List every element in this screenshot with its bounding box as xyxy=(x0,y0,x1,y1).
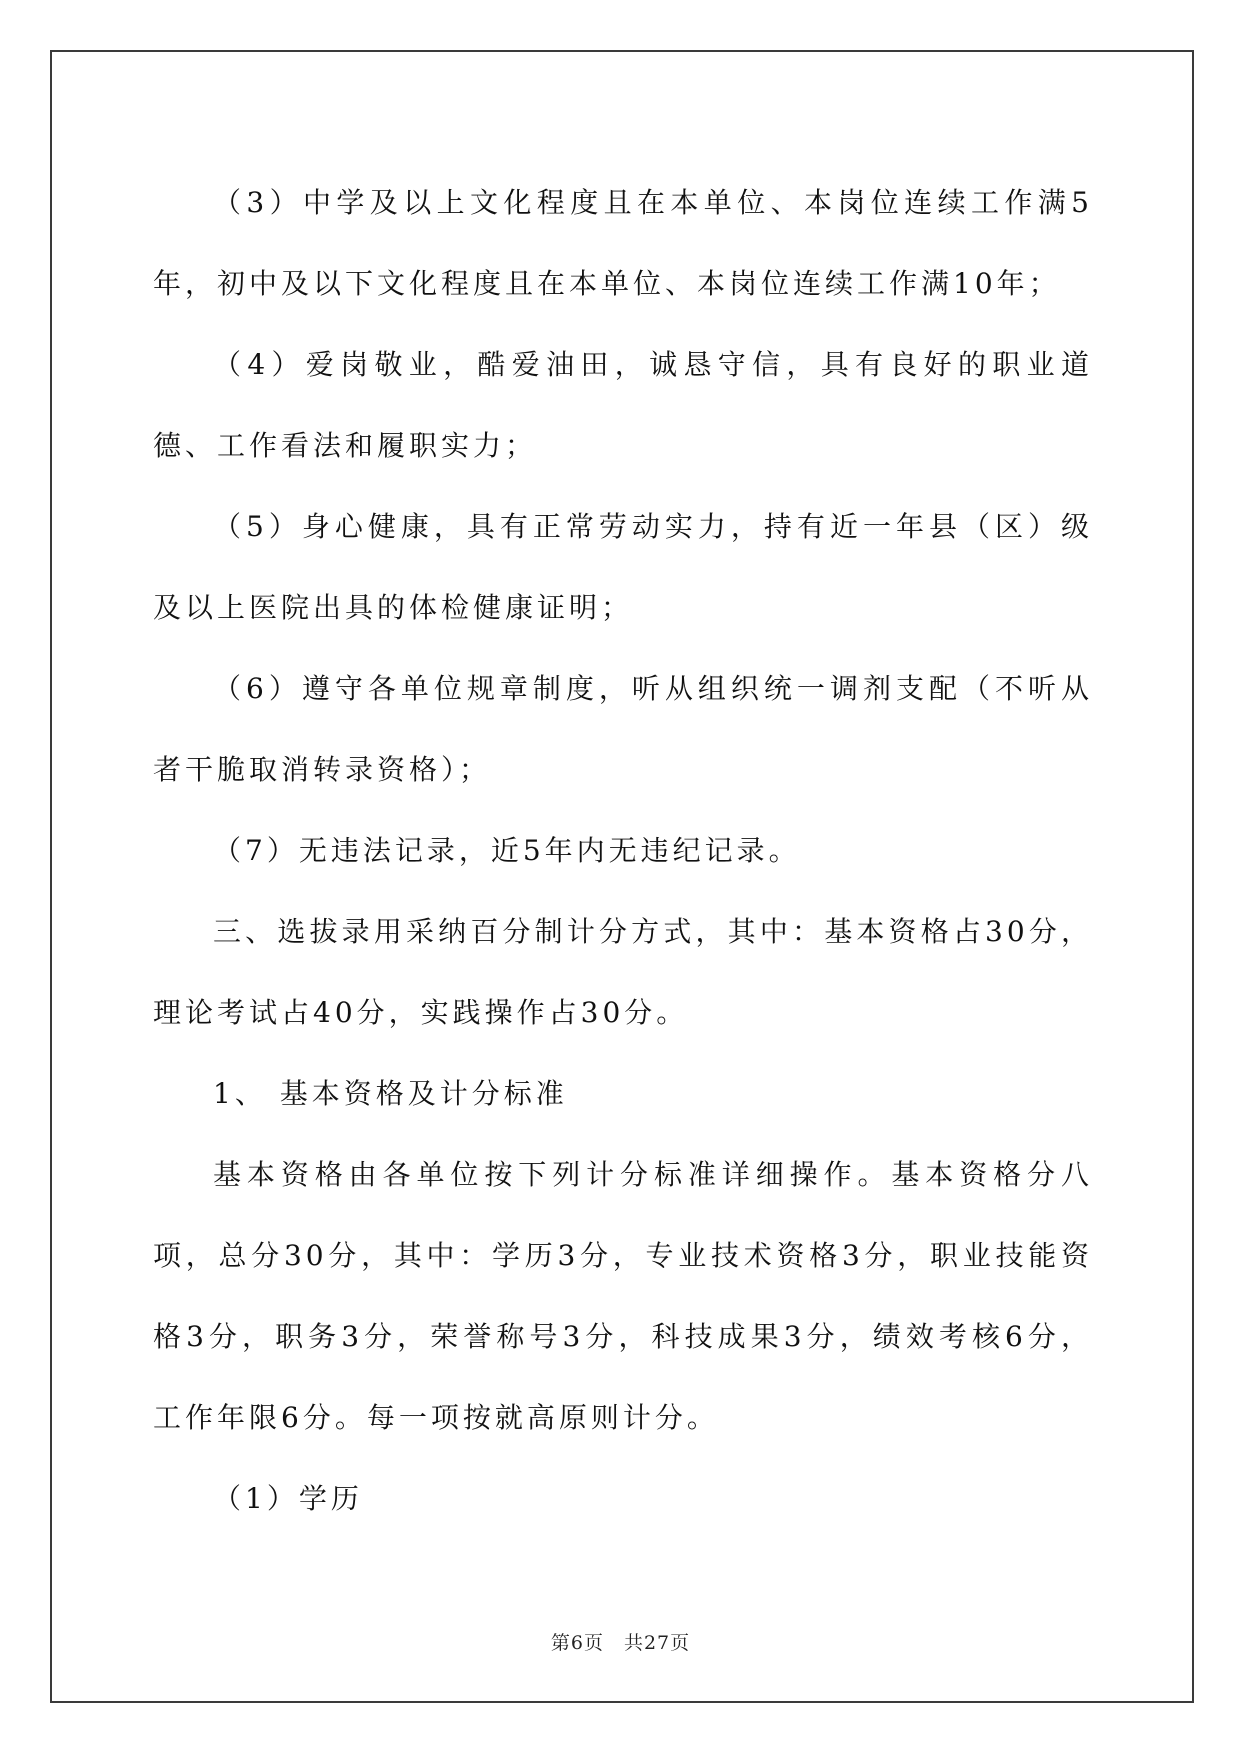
paragraph-item-3: （3）中学及以上文化程度且在本单位、本岗位连续工作满5年，初中及以下文化程度且在本单位、本岗位连续工作满10年； xyxy=(153,186,1093,300)
page-number-footer: 第6页 共27页 xyxy=(550,1632,691,1654)
paragraph-item-5: （5）身心健康，具有正常劳动实力，持有近一年县（区）级及以上医院出具的体检健康证明； xyxy=(153,510,1093,624)
paragraph-item-6: （6）遵守各单位规章制度，听从组织统一调剂支配（不听从者干脆取消转录资格）； xyxy=(153,672,1093,786)
section-three-scoring: 三、选拔录用采纳百分制计分方式，其中：基本资格占30分，理论考试占40分，实践操作占30分。 xyxy=(153,915,1093,1029)
paragraph-item-4: （4）爱岗敬业，酷爱油田，诚恳守信，具有良好的职业道德、工作看法和履职实力； xyxy=(153,348,1093,462)
subsection-basic-qualification: 1、 基本资格及计分标准 xyxy=(213,1077,568,1110)
document-body xyxy=(153,162,1093,1539)
item-education-heading: （1）学历 xyxy=(213,1482,363,1515)
paragraph-item-7: （7）无违法记录，近5年内无违纪记录。 xyxy=(213,834,801,867)
basic-qualification-description: 基本资格由各单位按下列计分标准详细操作。基本资格分八项，总分30分，其中：学历3分，专业技术资格3分，职业技能资格3分，职务3分，荣誉称号3分，科技成果3分，绩效考核6分，工作年限6分。每一项按就高原则计分。 xyxy=(153,1158,1093,1434)
